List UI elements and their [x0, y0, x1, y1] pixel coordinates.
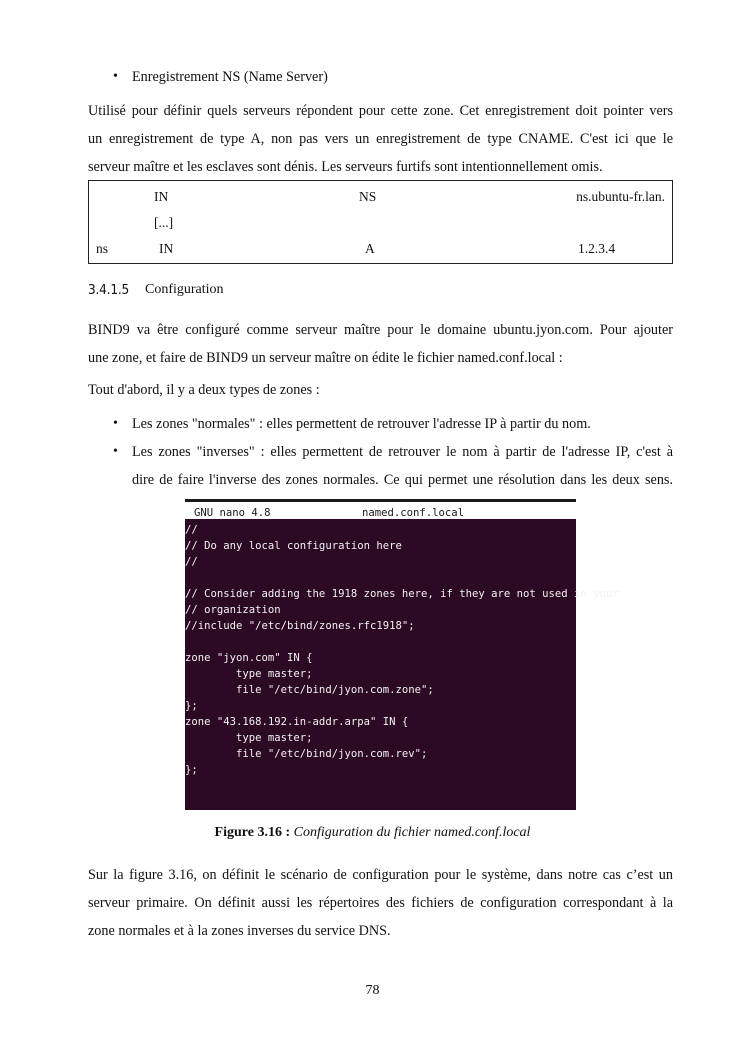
code-line: //include "/etc/bind/zones.rfc1918";: [185, 620, 415, 632]
summary-paragraph: [88, 861, 673, 945]
config-paragraph: [88, 316, 673, 372]
figure-label: Figure 3.16 :: [214, 825, 291, 840]
code-line: //: [185, 524, 198, 536]
record-type: NS: [359, 189, 377, 204]
dns-record-table: [88, 180, 673, 264]
record-class: IN: [159, 241, 174, 256]
section-title: Configuration: [145, 282, 224, 297]
figure-caption: [0, 825, 745, 841]
code-line: type master;: [185, 732, 313, 744]
record-class: IN: [154, 189, 169, 204]
record-ellipsis: [...]: [154, 215, 174, 230]
record-value: 1.2.3.4: [578, 241, 616, 256]
bullet-dot: •: [113, 444, 118, 459]
record-name: ns: [96, 241, 109, 256]
config-paragraph-line: BIND9 va être configuré comme serveur maître pour le domaine ubuntu.jyon.com. Pour ajouter: [88, 322, 673, 338]
nano-editor-screenshot: [185, 499, 619, 810]
nano-app-name: GNU nano 4.8: [194, 507, 271, 519]
summary-paragraph-line: serveur primaire. On définit aussi les répertoires des fichiers de configuration correspondant à la: [88, 895, 673, 911]
code-line: file "/etc/bind/jyon.com.rev";: [185, 748, 428, 760]
nano-title-bar: [185, 499, 576, 519]
inverse-zone-bullet: [132, 438, 673, 494]
code-line: file "/etc/bind/jyon.com.zone";: [185, 684, 434, 696]
code-line: // Do any local configuration here: [185, 540, 402, 552]
code-line: // organization: [185, 604, 281, 616]
normal-zone-bullet: Les zones "normales" : elles permettent de retrouver l'adresse IP à partir du nom.: [132, 416, 591, 432]
nano-file-name: named.conf.local: [362, 507, 465, 519]
code-line: type master;: [185, 668, 313, 680]
figure-title: Configuration du fichier named.conf.local: [293, 825, 531, 840]
summary-paragraph-line: zone normales et à la zones inverses du service DNS.: [88, 923, 391, 939]
ns-paragraph-line: serveur maître et les esclaves sont dénis. Les serveurs furtifs sont intentionnellement omis.: [88, 159, 603, 175]
bullet-dot: •: [113, 69, 118, 84]
code-line: };: [185, 700, 198, 712]
ns-paragraph-line: Utilisé pour définir quels serveurs répondent pour cette zone. Cet enregistrement doit pointer vers: [88, 103, 673, 119]
ns-paragraph: [88, 97, 673, 181]
code-line: //: [185, 556, 198, 568]
ns-paragraph-line: un enregistrement de type A, non pas vers un enregistrement de type CNAME. C'est ici que le: [88, 131, 673, 147]
summary-paragraph-line: Sur la figure 3.16, on définit le scénario de configuration pour le système, dans notre cas c’est un: [88, 867, 673, 883]
record-value: ns.ubuntu-fr.lan.: [576, 189, 665, 204]
config-paragraph-line: une zone, et faire de BIND9 un serveur maître on édite le fichier named.conf.local :: [88, 350, 563, 366]
ns-bullet-text: Enregistrement NS (Name Server): [132, 69, 328, 85]
inverse-zone-line: Les zones "inverses" : elles permettent de retrouver le nom à partir de l'adresse IP, c'est à: [132, 444, 673, 460]
bullet-dot: •: [113, 416, 118, 431]
code-line: // Consider adding the 1918 zones here, if they are not used in your: [185, 588, 619, 600]
page-number: 78: [365, 983, 380, 998]
inverse-zone-line: dire de faire l'inverse des zones normales. Ce qui permet une résolution dans les deux sens.: [132, 472, 673, 488]
code-line: zone "jyon.com" IN {: [185, 652, 313, 664]
zones-intro: Tout d'abord, il y a deux types de zones :: [88, 382, 320, 398]
code-line: zone "43.168.192.in-addr.arpa" IN {: [185, 716, 409, 728]
section-number: 3.4.1.5: [88, 282, 130, 298]
record-type: A: [365, 241, 375, 256]
code-line: };: [185, 764, 198, 776]
